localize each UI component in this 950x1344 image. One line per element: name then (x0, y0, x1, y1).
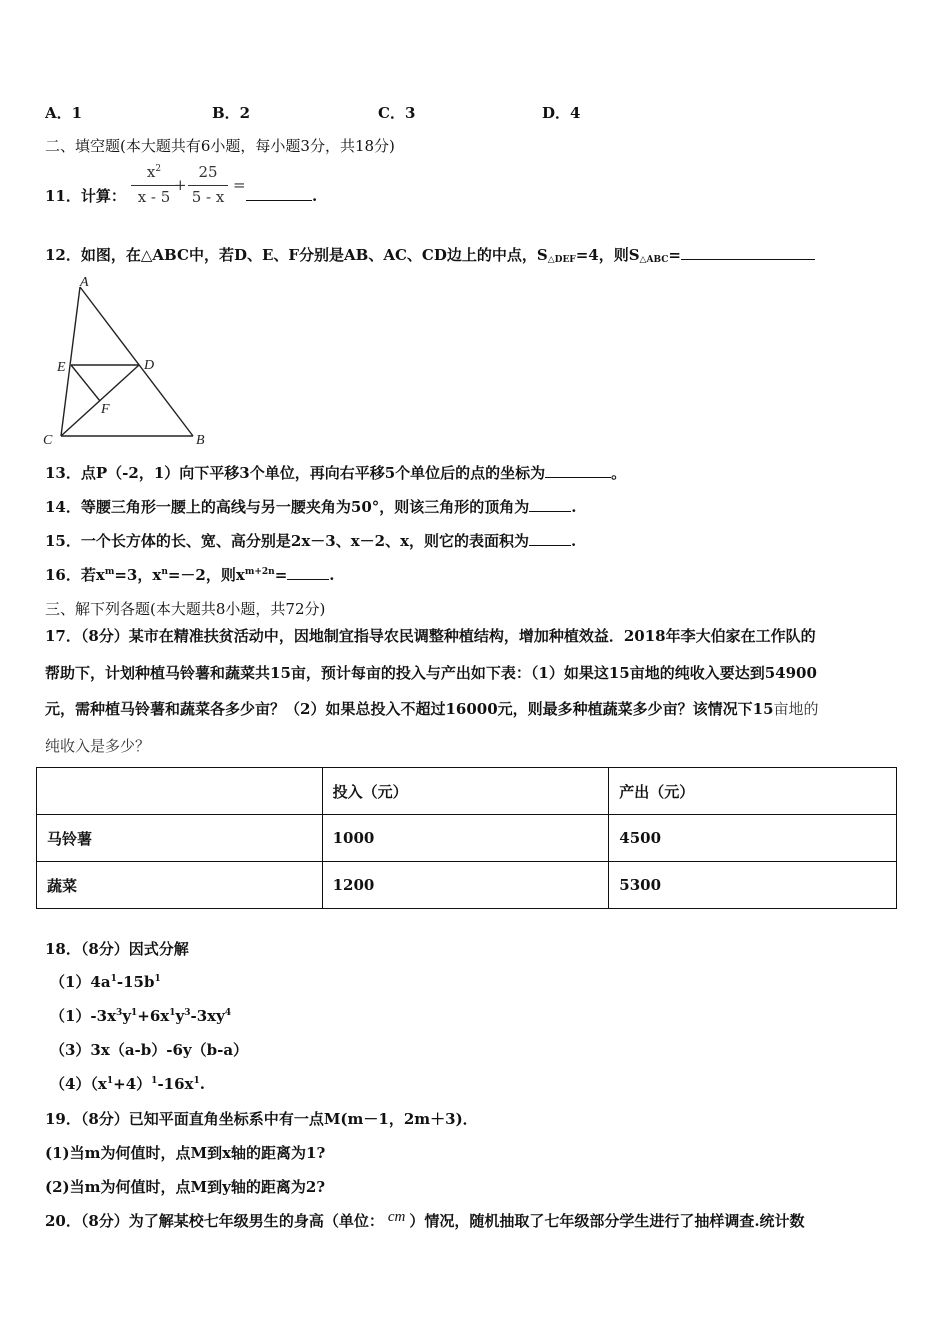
q18-p4-b: 1 (106, 1076, 114, 1086)
q17-line4: 纯收入是多少？ (45, 737, 151, 755)
q17-line3-bold: 元，需种植马铃薯和蔬菜各多少亩？（2）如果总投入不超过16000元，则最多种植蔬菜多少亩？该情况下15 (45, 700, 774, 718)
q13-answer-blank[interactable] (545, 463, 611, 478)
q12-part3: = (668, 246, 681, 264)
q19-part1: (1)当m为何值时，点M到x轴的距离为1? (45, 1144, 326, 1162)
q15-answer-blank[interactable] (529, 531, 571, 546)
q18-p2-j: 4 (224, 1008, 232, 1018)
q18-p4-a: （4）（x (50, 1075, 107, 1093)
q13-body: 13．点P（-2，1）向下平移3个单位，再向右平移5个单位后的点的坐标为 (45, 464, 546, 482)
q19-part2: (2)当m为何值时，点M到y轴的距离为2? (45, 1178, 326, 1196)
q12-part2: =4，则S (575, 246, 640, 264)
q12-sub1: △DEF (547, 255, 576, 265)
q12-text (45, 245, 815, 265)
q16-s2: n (161, 567, 168, 577)
q12-answer-blank[interactable] (681, 245, 815, 260)
q11-num2: 25 (198, 163, 218, 181)
q14-suffix: . (571, 498, 577, 516)
q18-part3: （3）3x（a-b）-6y（b-a） (50, 1041, 249, 1059)
q18-p4-g: . (199, 1075, 205, 1093)
label-d: D (144, 358, 155, 373)
q18-p4-c: +4） (113, 1075, 152, 1093)
q18-part2 (50, 1006, 231, 1026)
q11-answer-blank[interactable] (246, 186, 312, 201)
q18-p2-h: 3 (184, 1008, 191, 1018)
q15-suffix: . (571, 532, 577, 550)
q18-p2-i: -3xy (190, 1007, 225, 1025)
q18-p2-g: y (175, 1007, 185, 1025)
q18-p2-a: （1）-3x (50, 1007, 117, 1025)
q18-p4-e: -16x (157, 1075, 194, 1093)
q18-title: 18．（8分）因式分解 (45, 940, 189, 958)
q18-part4 (50, 1074, 205, 1094)
q11-fraction-1 (131, 163, 177, 206)
data-table (36, 767, 897, 909)
q20-a: 20．（8分）为了解某校七年级男生的身高（单位： (45, 1212, 384, 1230)
q11-suffix: . (312, 187, 318, 205)
q16-answer-blank[interactable] (287, 565, 329, 580)
q18-p2-d: 1 (131, 1008, 138, 1018)
table-cell: 马铃薯 (37, 815, 323, 862)
option-a: A．1 (45, 104, 83, 122)
q15-text (45, 531, 576, 551)
table-cell: 1000 (322, 815, 609, 862)
q11-plus: + (174, 176, 187, 194)
section3-title: 三、解下列各题(本大题共8小题，共72分) (45, 600, 326, 618)
q18-p2-c: y (122, 1007, 132, 1025)
table-cell: 1200 (322, 862, 609, 909)
q16-s1: m (104, 567, 115, 577)
q20-text (45, 1211, 805, 1232)
table-row (37, 815, 897, 862)
q16-s3: m+2n (244, 567, 275, 577)
q18-p1-d: 1 (154, 974, 161, 984)
q18-p1-c: -15b (116, 973, 155, 991)
table-cell: 4500 (609, 815, 897, 862)
q20-b: ）情况，随机抽取了七年级部分学生进行了抽样调查.统计数 (409, 1212, 805, 1230)
q11-den1: x - 5 (137, 188, 171, 206)
label-b: B (196, 433, 205, 448)
table-cell: 5300 (609, 862, 897, 909)
q11-equals: = (233, 176, 246, 194)
table-header-cell: 投入（元） (322, 768, 609, 815)
q14-answer-blank[interactable] (529, 497, 571, 512)
q17-line3 (45, 699, 819, 719)
label-e: E (57, 360, 66, 375)
q14-body: 14．等腰三角形一腰上的高线与另一腰夹角为50°，则该三角形的顶角为 (45, 498, 530, 516)
q16-suffix: . (329, 566, 335, 584)
q16-p3: =－2，则x (167, 566, 245, 584)
q18-p4-d: 1 (151, 1076, 158, 1086)
q12-sub2: △ABC (639, 255, 669, 265)
q15-body: 15．一个长方体的长、宽、高分别是2x－3、x－2、x，则它的表面积为 (45, 532, 530, 550)
q20-unit: cm (387, 1209, 406, 1225)
label-a: A (80, 275, 89, 290)
q12-part1: 12．如图，在△ABC中，若D、E、F分别是AB、AC、CD边上的中点，S (45, 246, 548, 264)
q13-suffix: 。 (611, 464, 627, 482)
q16-p1: 16．若x (45, 566, 105, 584)
q18-part1 (50, 972, 161, 992)
q18-p2-b: 3 (116, 1008, 123, 1018)
q11-den2: 5 - x (191, 188, 225, 206)
q11-answer (246, 186, 317, 206)
q17-line2: 帮助下，计划种植马铃薯和蔬菜共15亩，预计每亩的投入与产出如下表：（1）如果这15亩地的纯收入要达到54900 (45, 664, 817, 682)
table-header-row (37, 768, 897, 815)
q11-prefix: 11．计算： (45, 187, 126, 205)
q13-text (45, 463, 626, 483)
table-header-cell: 产出（元） (609, 768, 897, 815)
q18-p2-e: +6x (137, 1007, 170, 1025)
table-row (37, 862, 897, 909)
q18-p2-f: 1 (169, 1008, 176, 1018)
option-d: D．4 (542, 104, 581, 122)
label-c: C (43, 433, 53, 448)
q16-text (45, 565, 335, 585)
option-c: C．3 (378, 104, 416, 122)
q11-num1-exp: 2 (155, 164, 162, 174)
q18-p4-f: 1 (193, 1076, 200, 1086)
q16-p2: =3，x (114, 566, 162, 584)
label-f: F (101, 402, 110, 417)
table-header-cell (37, 768, 323, 815)
q14-text (45, 497, 577, 517)
q18-p1-a: （1）4a (50, 973, 111, 991)
q18-p1-b: 1 (110, 974, 117, 984)
table-cell: 蔬菜 (37, 862, 323, 909)
triangle-figure (40, 274, 215, 449)
q17-line3-light: 亩地的 (773, 700, 819, 718)
q16-p4: = (274, 566, 288, 584)
q11-num1: x (146, 163, 156, 181)
section2-title: 二、填空题(本大题共有6小题，每小题3分，共18分) (45, 137, 395, 155)
option-b: B．2 (212, 104, 251, 122)
segment-ef (71, 365, 100, 401)
edge-ab (80, 287, 193, 436)
q17-line1: 17．（8分）某市在精准扶贫活动中，因地制宜指导农民调整种植结构，增加种植效益．2018年李大伯家在工作队的 (45, 627, 816, 645)
q19-title: 19．（8分）已知平面直角坐标系中有一点M(m－1，2m＋3)． (45, 1110, 478, 1128)
q11-fraction-2 (188, 163, 228, 206)
